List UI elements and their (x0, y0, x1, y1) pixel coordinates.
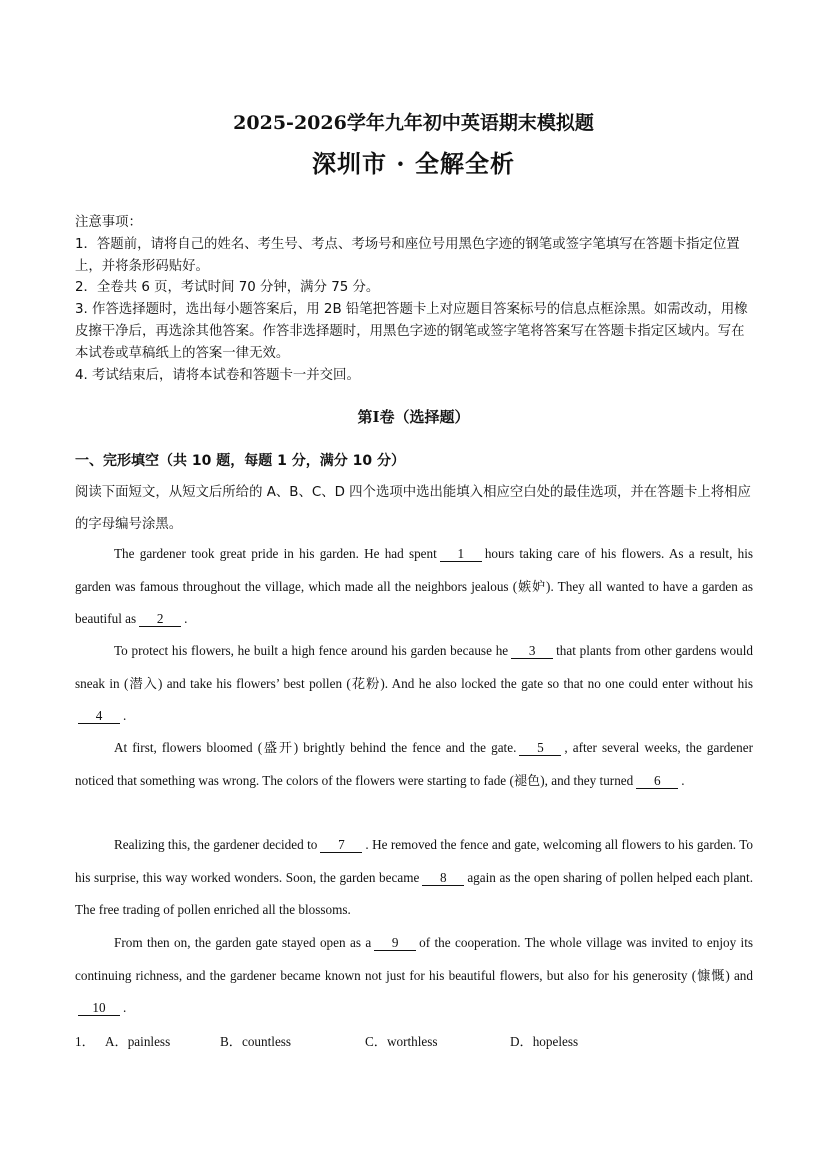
section-title: 第Ⅰ卷（选择题） (357, 408, 470, 426)
option-b: B．countless (220, 1034, 292, 1049)
passage-paragraph: To protect his flowers, he built a high fence around his garden because he 3 that plants from other gardens would sneak in (潜入) and take his flowers’ best pollen (花粉). And he also locked the gate so that no one could enter without his4 . (75, 643, 753, 723)
blank-2: 2 (139, 612, 181, 627)
exam-title: 2025-2026学年九年初中英语期末模拟题 (233, 112, 594, 134)
question-number: 1． (75, 1034, 95, 1049)
blank-10: 10 (78, 1001, 120, 1016)
part-heading: 一、完形填空（共 10 题，每题 1 分，满分 10 分） (75, 453, 405, 469)
blank-8: 8 (422, 871, 464, 886)
option-a: A．painless (105, 1034, 171, 1049)
blank-6: 6 (636, 774, 678, 789)
part-instruction: 阅读下面短文，从短文后所给的 A、B、C、D 四个选项中选出能填入相应空白处的最佳选项，并在答题卡上将相应的字母编号涂黑。 (75, 485, 751, 532)
option-d: D．hopeless (510, 1034, 579, 1049)
blank-7: 7 (320, 838, 362, 853)
notice-heading: 注意事项： (75, 215, 142, 230)
blank-5: 5 (519, 741, 561, 756)
blank-3: 3 (511, 644, 553, 659)
passage-paragraph: The gardener took great pride in his garden. He had spent 1 hours taking care of his flowers. As a result, his garden was famous throughout the village, which made all the neighbors jealous (嫉妒). They all wanted to have a garden as beautiful as 2 . (75, 546, 753, 626)
notice-item: 3. 作答选择题时，选出每小题答案后，用 2B 铅笔把答题卡上对应题目答案标号的信息点框涂黑。如需改动，用橡皮擦干净后，再选涂其他答案。作答非选择题时，用黑色字迹的钢笔或签字笔将答案写在答题卡指定区域内。写在本试卷或草稿纸上的答案一律无效。 (75, 302, 748, 361)
option-c: C．worthless (365, 1034, 438, 1049)
notice-item: 4. 考试结束后，请将本试卷和答题卡一并交回。 (75, 367, 360, 383)
exam-subtitle: 深圳市 · 全解全析 (311, 149, 516, 178)
notice-item: 2．全卷共 6 页，考试时间 70 分钟，满分 75 分。 (75, 280, 380, 296)
notice-item: 1．答题前，请将自己的姓名、考生号、考点、考场号和座位号用黑色字迹的钢笔或签字笔填写在答题卡指定位置上，并将条形码贴好。 (75, 236, 740, 274)
question-1-options (75, 1031, 578, 1050)
blank-9: 9 (374, 936, 416, 951)
passage-paragraph: At first, flowers bloomed (盛开) brightly behind the fence and the gate. 5 , after several weeks, the gardener noticed that something was wrong. The colors of the flowers were starting to fade (褪色), and they turned 6 . (75, 740, 753, 788)
passage-paragraph: From then on, the garden gate stayed open as a 9 of the cooperation. The whole village was invited to enjoy its continuing richness, and the gardener became known not just for his beautiful flowers, but also for his generosity (慷慨) and10 . (75, 935, 753, 1015)
blank-4: 4 (78, 709, 120, 724)
passage-paragraph: Realizing this, the gardener decided to 7 . He removed the fence and gate, welcoming all flowers to his garden. To his surprise, this way worked wonders. Soon, the garden became 8 again as the open sharing of pollen helped each plant. The free trading of pollen enriched all the blossoms. (75, 837, 753, 917)
blank-1: 1 (440, 547, 482, 562)
notice-block (75, 212, 755, 386)
